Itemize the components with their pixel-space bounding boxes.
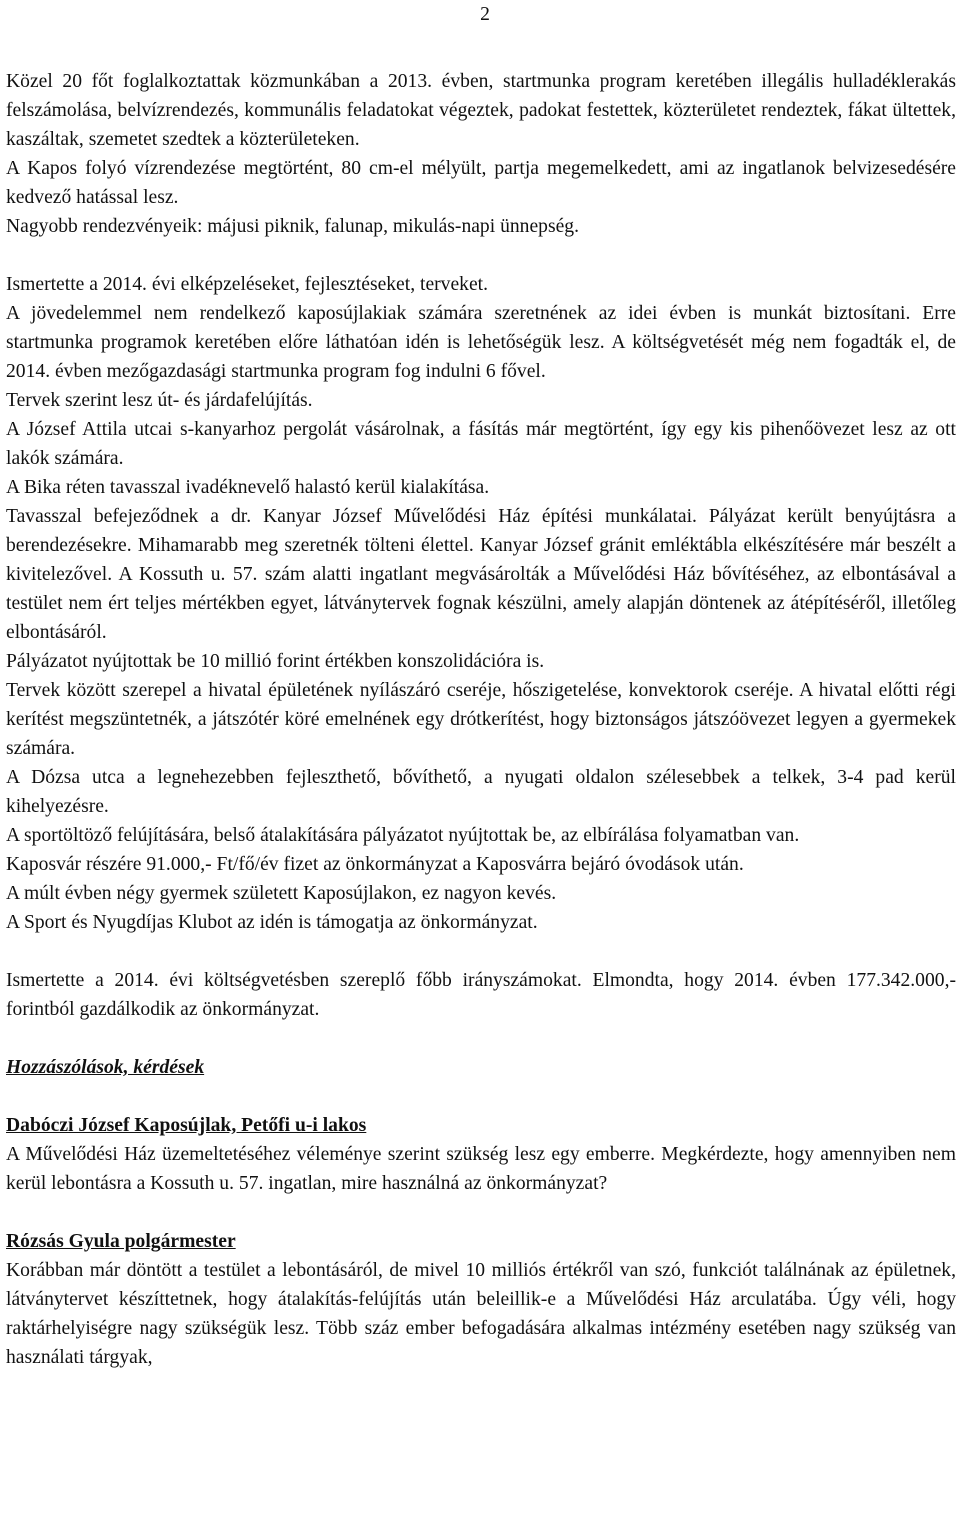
paragraph: Ismertette a 2014. évi költségvetésben szereplő főbb irányszámokat. Elmondta, hogy 2014. évben 177.342.000,- forintból gazdálkodik az önkormányzat.: [6, 970, 956, 1020]
paragraph: A jövedelemmel nem rendelkező kaposújlakiak számára szeretnének az idei évben is munkát biztosítani. Erre startmunka programok keretében előre láthatóan idén is lehetőségük lesz. A költségvetését még nem fogadták el, de 2014. évben mezőgazdasági startmunka program fog indulni 6 fővel.: [6, 303, 956, 382]
spacer: [6, 241, 956, 270]
paragraph: A Dózsa utca a legnehezebben fejleszthető, bővíthető, a nyugati oldalon szélesebbek a telkek, 3-4 pad kerül kihelyezésre.: [6, 767, 956, 817]
spacer: [6, 1198, 956, 1227]
speaker-statement: A Művelődési Ház üzemeltetéséhez véleménye szerint szükség lesz egy emberre. Megkérdezte, hogy amennyiben nem kerül lebontásra a Kossuth u. 57. ingatlan, mire használná az önkormányzat?: [6, 1144, 956, 1194]
speaker-name: Dabóczi József Kaposújlak, Petőfi u-i lakos: [6, 1115, 367, 1136]
paragraph: Közel 20 főt foglalkoztattak közmunkában a 2013. évben, startmunka program keretében illegális hulladéklerakás felszámolása, belvízrendezés, kommunális feladatokat végeztek, padokat festettek, közterületet rendeztek, fákat ültettek, kaszáltak, szemetet szedtek a közterületeken.: [6, 71, 956, 150]
speaker-name: Rózsás Gyula polgármester: [6, 1231, 236, 1252]
spacer: [6, 1082, 956, 1111]
paragraph: A József Attila utcai s-kanyarhoz pergolát vásárolnak, a fásítás már megtörtént, így egy kis pihenőövezet lesz az ott lakók számára.: [6, 419, 956, 469]
paragraph: A Sport és Nyugdíjas Klubot az idén is támogatja az önkormányzat.: [6, 912, 538, 933]
spacer: [6, 1024, 956, 1053]
paragraph: Tervek szerint lesz út- és járdafelújítás.: [6, 390, 313, 411]
paragraph: Tervek között szerepel a hivatal épületének nyílászáró cseréje, hőszigetelése, konvektorok cseréje. A hivatal előtti régi kerítést megszüntetnék, a játszótér köré emelnének egy drótkerítést, hogy biztonságos játszóövezet legyen a gyermekek számára.: [6, 680, 956, 759]
paragraph: A Kapos folyó vízrendezése megtörtént, 80 cm-el mélyült, partja megemelkedett, ami az ingatlanok belvizesedésére kedvező hatással lesz.: [6, 158, 956, 208]
section-heading: Hozzászólások, kérdések: [6, 1057, 205, 1078]
speaker-statement: Korábban már döntött a testület a lebontásáról, de mivel 10 milliós értékről van szó, funkciót találnának az épületnek, látványtervet készíttetnek, hogy átalakítás-felújítás után beleillik-e a Művelődési Ház arculatába. Úgy véli, hogy raktárhelyiségre nagy szükségük lesz. Több száz ember befogadására alkalmas intézmény esetében nagy szükség van használati tárgyak,: [6, 1260, 956, 1368]
document-body: [6, 67, 956, 1372]
paragraph: Pályázatot nyújtottak be 10 millió forint értékben konszolidációra is.: [6, 651, 545, 672]
paragraph: Tavasszal befejeződnek a dr. Kanyar József Művelődési Ház építési munkálatai. Pályázat került benyújtásra a berendezésekre. Mihamarabb meg szeretnék tölteni élettel. Kanyar József gránit emléktábla elkészítésére már beszélt a kivitelezővel. A Kossuth u. 57. szám alatti ingatlant megvásárolták a Művelődési Ház bővítéséhez, az elbontásával a testület nem ért teljes mértékben egyet, látványtervek fognak készülni, amely alapján döntenek az átépítéséről, illetőleg elbontásáról.: [6, 506, 956, 643]
paragraph: A múlt évben négy gyermek született Kaposújlakon, ez nagyon kevés.: [6, 883, 557, 904]
spacer: [6, 937, 956, 966]
paragraph: A Bika réten tavasszal ivadéknevelő halastó kerül kialakítása.: [6, 477, 490, 498]
page-number: 2: [480, 4, 490, 25]
paragraph: Nagyobb rendezvényeik: májusi piknik, falunap, mikulás-napi ünnepség.: [6, 216, 579, 237]
document-page: [6, 0, 956, 1521]
paragraph: A sportöltöző felújítására, belső átalakítására pályázatot nyújtottak be, az elbírálása folyamatban van.: [6, 825, 800, 846]
paragraph: Kaposvár részére 91.000,- Ft/fő/év fizet az önkormányzat a Kaposvárra bejáró óvodások után.: [6, 854, 744, 875]
paragraph: Ismertette a 2014. évi elképzeléseket, fejlesztéseket, terveket.: [6, 274, 488, 295]
